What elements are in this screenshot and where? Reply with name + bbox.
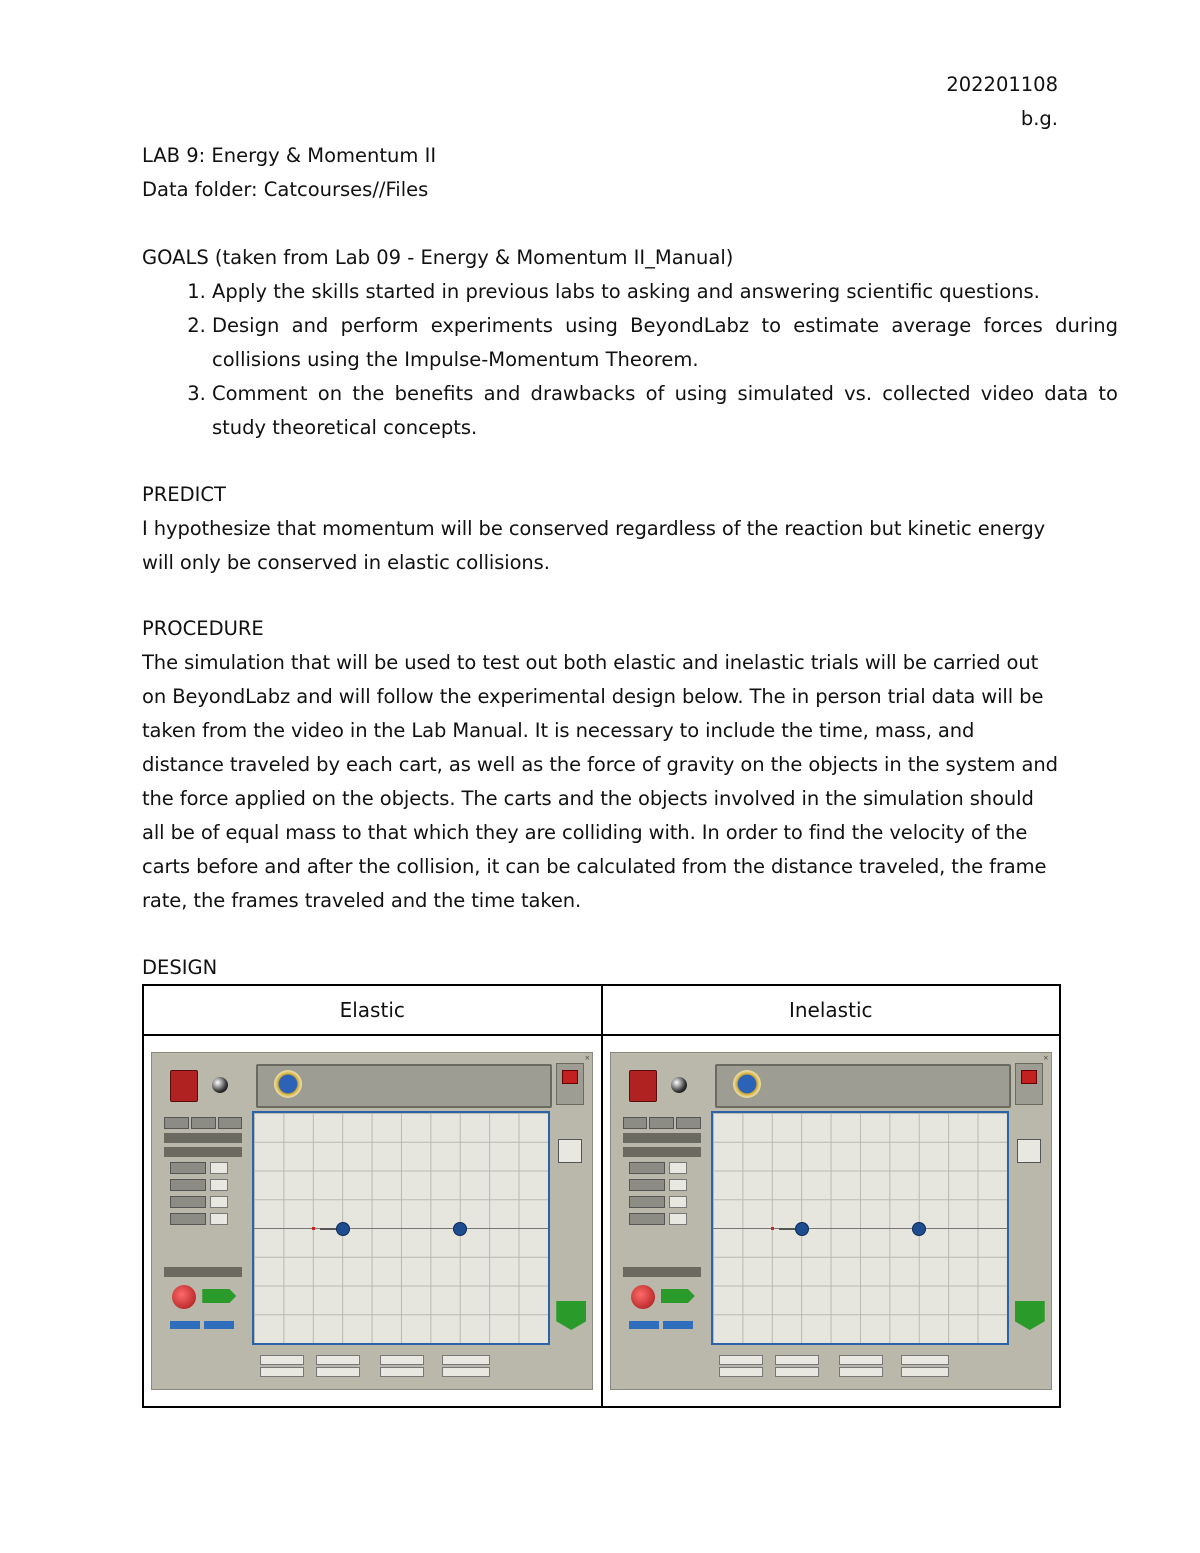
force-button-icon — [661, 1289, 695, 1303]
unit-row — [629, 1162, 701, 1174]
readout-cell — [775, 1355, 819, 1365]
unit-row — [170, 1196, 242, 1208]
elastic-simulation-screenshot — [151, 1052, 593, 1390]
readout-cell — [442, 1355, 490, 1365]
view-button-icon — [164, 1117, 189, 1129]
return-home-icon — [1015, 1063, 1043, 1105]
unit-label-icon — [629, 1162, 665, 1174]
experiment-control — [623, 1263, 701, 1333]
start-button-icon — [172, 1285, 196, 1309]
readout-cell — [260, 1367, 304, 1377]
view-button-icon — [676, 1117, 701, 1129]
procedure-text: The simulation that will be used to test out both elastic and inelastic trials will be carried out on BeyondLabz and will follow the experimental design below. The in person trial data will be taken from the video in the Lab Manual. It is necessary to include the time, mass, and distance traveled by each cart, as well as the force of gravity on the objects in the system and the force applied on the objects. The carts and the objects involved in the simulation should all be of equal mass to that which they are colliding with. In order to find the velocity of the carts before and after the collision, it can be calculated from the distance traveled, the frame rate, the frames traveled and the time taken. — [142, 651, 1058, 912]
unit-label-icon — [170, 1213, 206, 1225]
clear-button-icon — [170, 1321, 200, 1329]
readout-cell — [719, 1355, 763, 1365]
collision-graph — [252, 1111, 550, 1345]
return-home-icon — [556, 1063, 584, 1105]
close-icon: × — [584, 1054, 591, 1062]
unit-row — [170, 1179, 242, 1191]
goal-item: 3. Comment on the benefits and drawbacks of using simulated vs. collected video data to study theoretical concepts. — [212, 377, 1118, 445]
graph-axis — [713, 1228, 1007, 1229]
units-bar — [623, 1147, 701, 1157]
cart-1-icon — [795, 1222, 809, 1236]
sim-left-panel — [623, 1117, 701, 1225]
ball-icon — [671, 1077, 687, 1093]
unit-row — [629, 1196, 701, 1208]
readout-cell — [719, 1367, 763, 1377]
view-button-icon — [623, 1117, 648, 1129]
col-elastic-header: Elastic — [143, 985, 602, 1035]
readout-cell — [380, 1367, 424, 1377]
collision-graph — [711, 1111, 1009, 1345]
goal-item: 2. Design and perform experiments using BeyondLabz to estimate average forces during collisions using the Impulse-Momentum Theorem. — [212, 309, 1118, 377]
book-icon — [629, 1070, 657, 1102]
experiment-control-bar — [164, 1267, 242, 1277]
close-icon: × — [1042, 1054, 1049, 1062]
goals-heading: GOALS (taken from Lab 09 - Energy & Momentum II_Manual) — [142, 246, 734, 269]
view-button-icon — [191, 1117, 216, 1129]
unit-row — [629, 1213, 701, 1225]
goals-list — [142, 275, 1118, 445]
start-button-icon — [631, 1285, 655, 1309]
sim-readout-bar — [164, 1345, 584, 1385]
unit-label-icon — [629, 1179, 665, 1191]
sim-readout-bar — [623, 1345, 1043, 1385]
readout-cell — [316, 1355, 360, 1365]
sim-left-panel — [164, 1117, 242, 1225]
reset-button-icon — [204, 1321, 234, 1329]
marker-dot — [312, 1227, 315, 1230]
page-title: LAB 9: Energy & Momentum II — [142, 144, 437, 167]
clear-button-icon — [629, 1321, 659, 1329]
predict-heading: PREDICT — [142, 483, 226, 506]
unit-value-icon — [669, 1162, 687, 1174]
cart-2-icon — [912, 1222, 926, 1236]
goal-item: 1. Apply the skills started in previous labs to asking and answering scientific questions. — [212, 275, 1118, 309]
force-button-icon — [202, 1289, 236, 1303]
readout-cell — [901, 1355, 949, 1365]
readout-cell — [260, 1355, 304, 1365]
unit-value-icon — [210, 1196, 228, 1208]
unit-value-icon — [210, 1213, 228, 1225]
globe-icon — [733, 1070, 761, 1098]
unit-label-icon — [170, 1196, 206, 1208]
sim-toolbar — [715, 1064, 1011, 1108]
procedure-heading: PROCEDURE — [142, 617, 264, 640]
view-button-icon — [649, 1117, 674, 1129]
unit-label-icon — [629, 1196, 665, 1208]
readout-cell — [901, 1367, 949, 1377]
zoom-out-icon — [556, 1301, 586, 1330]
inelastic-simulation-screenshot — [610, 1052, 1052, 1390]
unit-label-icon — [629, 1213, 665, 1225]
cart-1-icon — [336, 1222, 350, 1236]
stop-icon — [1021, 1070, 1037, 1084]
zoom-out-icon — [1015, 1301, 1045, 1330]
unit-row — [170, 1213, 242, 1225]
readout-cell — [380, 1355, 424, 1365]
view-buttons — [164, 1117, 242, 1129]
unit-value-icon — [669, 1179, 687, 1191]
predict-text: I hypothesize that momentum will be conserved regardless of the reaction but kinetic energy will only be conserved in elastic collisions. — [142, 517, 1046, 574]
unit-row — [629, 1179, 701, 1191]
student-initials: b.g. — [1020, 107, 1058, 130]
unit-value-icon — [669, 1213, 687, 1225]
readout-cell — [839, 1367, 883, 1377]
dimension-toggle-icon — [558, 1139, 582, 1163]
unit-value-icon — [210, 1162, 228, 1174]
parameters-bar — [623, 1133, 701, 1143]
sim-toolbar — [256, 1064, 552, 1108]
unit-value-icon — [210, 1179, 228, 1191]
reset-button-icon — [663, 1321, 693, 1329]
design-heading: DESIGN — [142, 956, 218, 979]
student-id: 202201108 — [946, 73, 1058, 96]
data-folder: Data folder: Catcourses//Files — [142, 178, 429, 201]
view-button-icon — [218, 1117, 243, 1129]
readout-cell — [839, 1355, 883, 1365]
view-buttons — [623, 1117, 701, 1129]
dimension-toggle-icon — [1017, 1139, 1041, 1163]
experiment-control — [164, 1263, 242, 1333]
elastic-sim-cell — [143, 1035, 602, 1407]
readout-cell — [775, 1367, 819, 1377]
readout-cell — [442, 1367, 490, 1377]
cart-2-icon — [453, 1222, 467, 1236]
design-table — [142, 984, 1061, 1408]
globe-icon — [274, 1070, 302, 1098]
unit-value-icon — [669, 1196, 687, 1208]
col-inelastic-header: Inelastic — [602, 985, 1061, 1035]
experiment-control-bar — [623, 1267, 701, 1277]
graph-axis — [254, 1228, 548, 1229]
unit-label-icon — [170, 1179, 206, 1191]
inelastic-sim-cell — [602, 1035, 1061, 1407]
ball-icon — [212, 1077, 228, 1093]
book-icon — [170, 1070, 198, 1102]
unit-row — [170, 1162, 242, 1174]
parameters-bar — [164, 1133, 242, 1143]
readout-cell — [316, 1367, 360, 1377]
units-bar — [164, 1147, 242, 1157]
unit-label-icon — [170, 1162, 206, 1174]
marker-dot — [771, 1227, 774, 1230]
stop-icon — [562, 1070, 578, 1084]
